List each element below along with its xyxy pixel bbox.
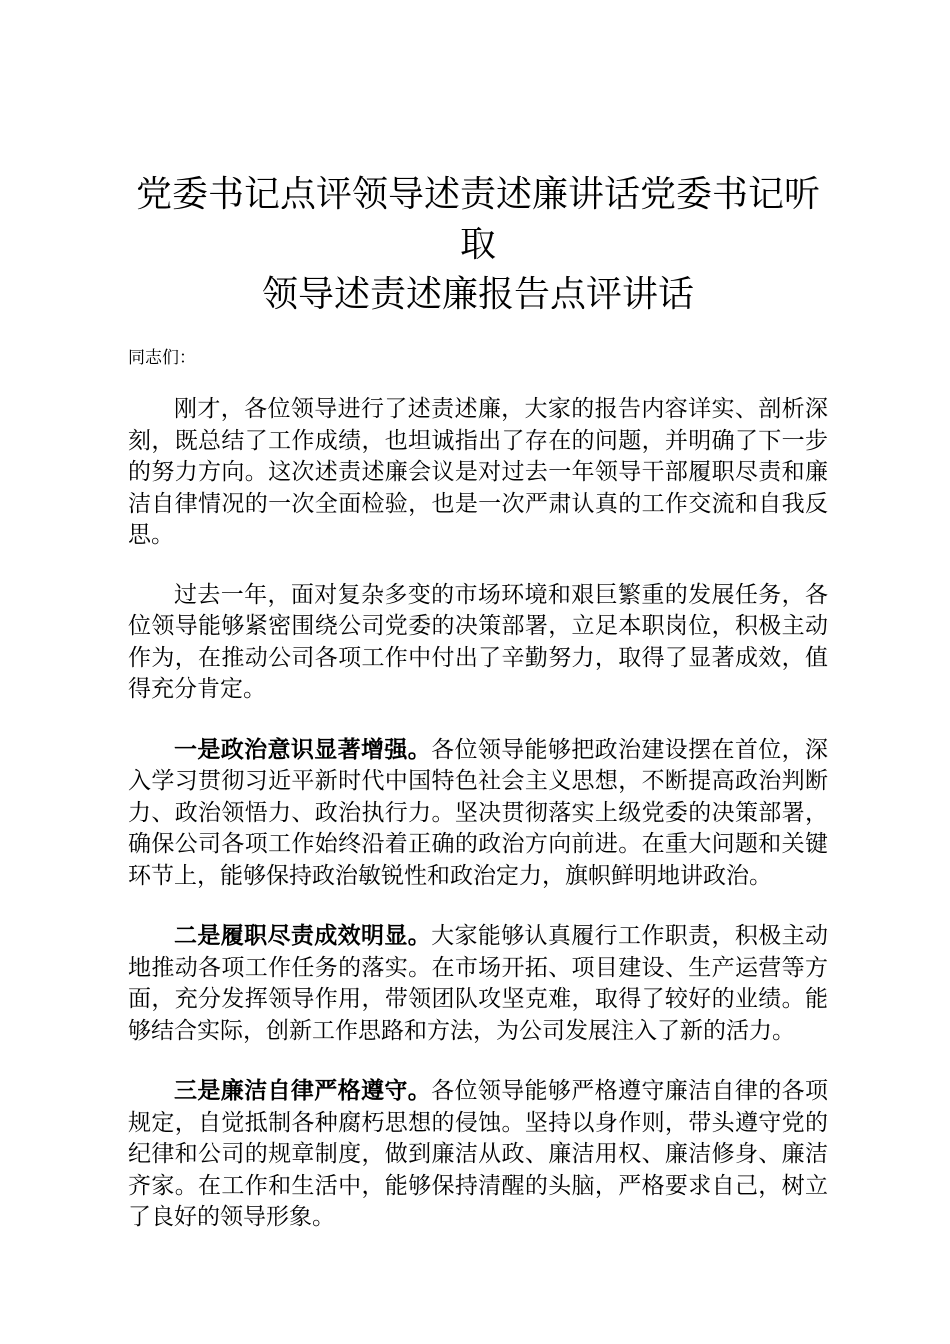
paragraph-3-text: 各位领导能够把政治建设摆在首位，深入学习贯彻习近平新时代中国特色社会主义思想，不断提高政治判断力、政治领悟力、政治执行力。坚决贯彻落实上级党委的决策部署，确保公司各项工作始终沿着正确的政治方向前进。在重大问题和关键环节上，能够保持政治敏锐性和政治定力，旗帜鲜明地讲政治。	[128, 736, 829, 889]
paragraph-1-text: 刚才，各位领导进行了述责述廉，大家的报告内容详实、剖析深刻，既总结了工作成绩，也坦诚指出了存在的问题，并明确了下一步的努力方向。这次述责述廉会议是对过去一年领导干部履职尽责和廉洁自律情况的一次全面检验，也是一次严肃认真的工作交流和自我反思。	[128, 396, 828, 548]
paragraph-1	[128, 394, 828, 552]
paragraph-3-lead: 一是政治意识显著增强。	[174, 735, 432, 763]
title-line-2: 领导述责述廉报告点评讲话	[261, 274, 694, 315]
document-page	[128, 170, 828, 1234]
paragraph-4-lead: 二是履职尽责成效明显。	[174, 922, 432, 949]
salutation: 同志们：	[128, 348, 196, 368]
paragraph-5-text: 各位领导能够严格遵守廉洁自律的各项规定，自觉抵制各种腐朽思想的侵蚀。坚持以身作则，带头遵守党的纪律和公司的规章制度，做到廉洁从政、廉洁用权、廉洁修身、廉洁齐家。在工作和生活中，能够保持清醒的头脑，严格要求自己，树立了良好的领导形象。	[128, 1078, 829, 1230]
paragraph-5	[128, 1075, 828, 1234]
paragraph-3	[128, 734, 828, 893]
title-line-1: 党委书记点评领导述责述廉讲话党委书记听取	[135, 174, 820, 265]
paragraph-2	[128, 580, 828, 706]
paragraph-4	[128, 920, 828, 1047]
document-title	[128, 170, 828, 320]
paragraph-4-text: 大家能够认真履行工作职责，积极主动地推动各项工作任务的落实。在市场开拓、项目建设、生产运营等方面，充分发挥领导作用，带领团队攻坚克难，取得了较好的业绩。能够结合实际，创新工作思路和方法，为公司发展注入了新的活力。	[128, 923, 829, 1044]
paragraph-2-text: 过去一年，面对复杂多变的市场环境和艰巨繁重的发展任务，各位领导能够紧密围绕公司党委的决策部署，立足本职岗位，积极主动作为，在推动公司各项工作中付出了辛勤努力，取得了显著成效，值得充分肯定。	[128, 581, 828, 702]
paragraph-5-lead: 三是廉洁自律严格遵守。	[174, 1077, 432, 1104]
